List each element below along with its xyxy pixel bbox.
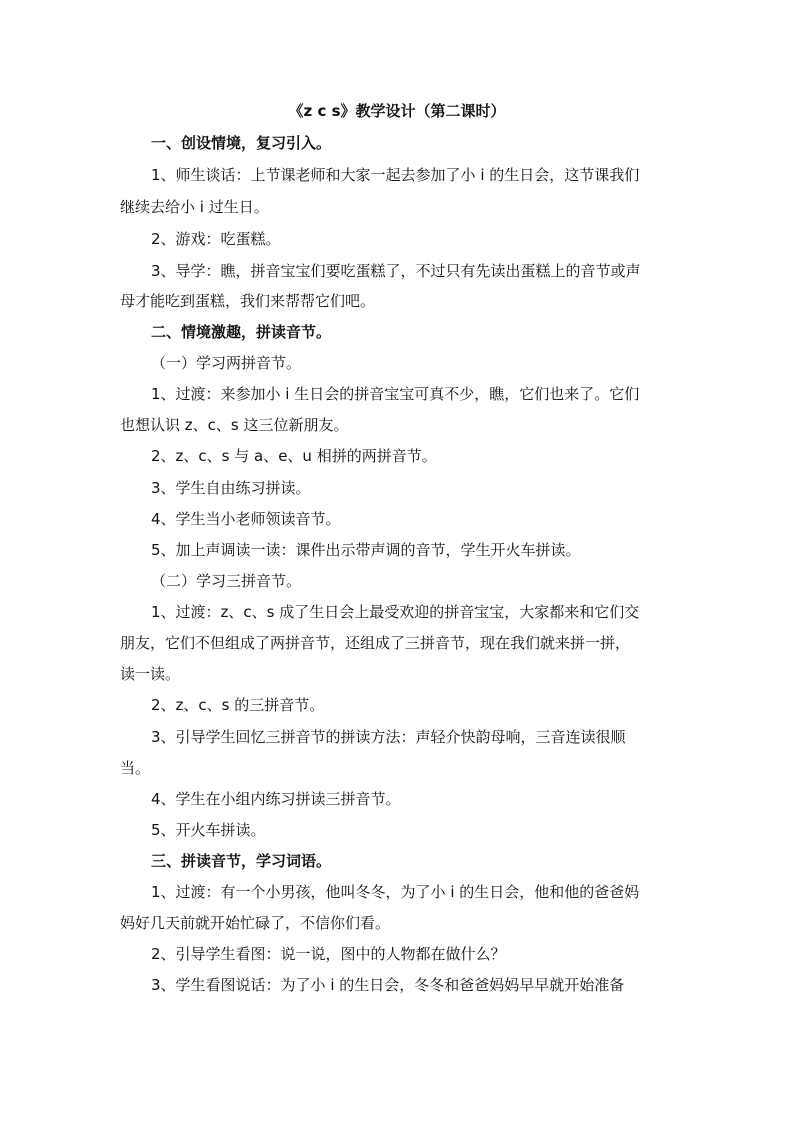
subsection-heading: （一）学习两拼音节。 xyxy=(151,354,302,372)
paragraph-line: 3、学生自由练习拼读。 xyxy=(151,479,311,497)
paragraph-line: 朋友，它们不但组成了两拼音节，还组成了三拼音节，现在我们就来拼一拼， xyxy=(120,634,631,652)
paragraph-line: 继续去给小 i 过生日。 xyxy=(120,198,269,216)
paragraph-line: 1、过渡：有一个小男孩，他叫冬冬，为了小 i 的生日会，他和他的爸爸妈 xyxy=(151,883,640,901)
paragraph-line: 母才能吃到蛋糕，我们来帮帮它们吧。 xyxy=(120,292,376,310)
subsection-heading: （二）学习三拼音节。 xyxy=(151,572,302,590)
section-heading-1: 一、创设情境，复习引入。 xyxy=(151,134,332,152)
paragraph-line: 5、开火车拼读。 xyxy=(151,821,266,839)
paragraph-line: 3、导学：瞧，拼音宝宝们要吃蛋糕了，不过只有先读出蛋糕上的音节或声 xyxy=(151,262,641,280)
document-title: 《z c s》教学设计（第二课时） xyxy=(288,102,506,120)
paragraph-line: 1、过渡：z、c、s 成了生日会上最受欢迎的拼音宝宝，大家都来和它们交 xyxy=(151,603,640,621)
paragraph-line: 2、z、c、s 与 a、e、u 相拼的两拼音节。 xyxy=(151,447,437,465)
paragraph-line: 妈好几天前就开始忙碌了，不信你们看。 xyxy=(120,914,391,932)
section-heading-3: 三、拼读音节，学习词语。 xyxy=(151,852,332,870)
paragraph-line: 1、师生谈话：上节课老师和大家一起去参加了小 i 的生日会，这节课我们 xyxy=(151,166,640,184)
paragraph-line: 1、过渡：来参加小 i 生日会的拼音宝宝可真不少，瞧，它们也来了。它们 xyxy=(151,385,640,403)
paragraph-line: 也想认识 z、c、s 这三位新朋友。 xyxy=(120,416,349,434)
paragraph-line: 4、学生在小组内练习拼读三拼音节。 xyxy=(151,790,401,808)
paragraph-line: 3、学生看图说话：为了小 i 的生日会，冬冬和爸爸妈妈早早就开始准备 xyxy=(151,976,625,994)
paragraph-line: 读一读。 xyxy=(120,665,181,683)
paragraph-line: 5、加上声调读一读：课件出示带声调的音节，学生开火车拼读。 xyxy=(151,541,581,559)
paragraph-line: 3、引导学生回忆三拼音节的拼读方法：声轻介快韵母响，三音连读很顺 xyxy=(151,728,626,746)
paragraph-line: 2、游戏：吃蛋糕。 xyxy=(151,230,281,248)
paragraph-line: 当。 xyxy=(120,759,151,777)
paragraph-line: 2、z、c、s 的三拼音节。 xyxy=(151,696,325,714)
section-heading-2: 二、情境激趣，拼读音节。 xyxy=(151,323,332,341)
paragraph-line: 4、学生当小老师领读音节。 xyxy=(151,510,341,528)
paragraph-line: 2、引导学生看图：说一说，图中的人物都在做什么？ xyxy=(151,945,506,963)
